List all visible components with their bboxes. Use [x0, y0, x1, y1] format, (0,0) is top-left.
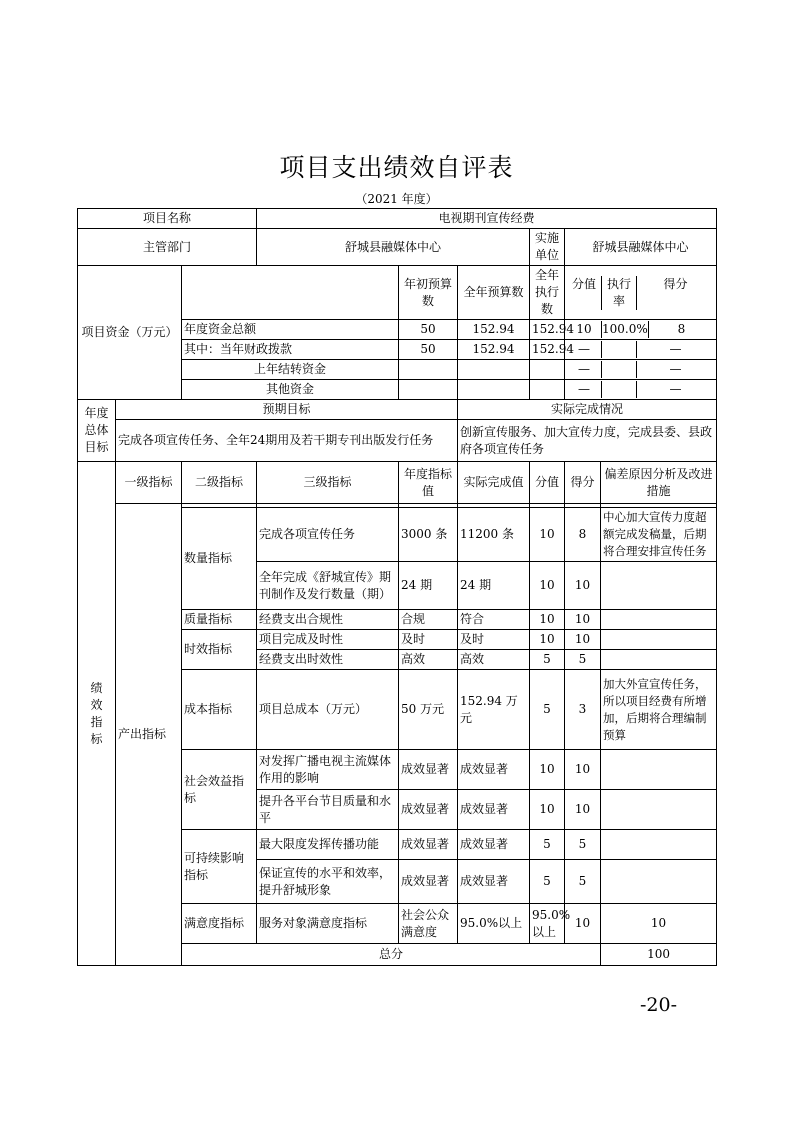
- indicator-name: 经费支出合规性: [257, 610, 399, 630]
- indicator-reason: 中心加大宣传力度超额完成发稿量，后期将合理安排宣传任务: [601, 508, 717, 562]
- total-label: 总分: [182, 944, 601, 966]
- perf-header: 实际完成值: [458, 462, 530, 504]
- perf-header: 二级指标: [182, 462, 257, 504]
- perf-header: 分值: [530, 462, 565, 504]
- indicator-target: 95.0%以上: [458, 904, 530, 944]
- perf-header-row: [78, 462, 717, 504]
- project-name-value: 电视期刊宣传经费: [257, 209, 717, 229]
- goals-header-row: [78, 400, 717, 420]
- indicator-name: 完成各项宣传任务: [257, 508, 399, 562]
- indicator-actual: 符合: [458, 610, 530, 630]
- indicator-weight: 5: [530, 860, 565, 904]
- indicator-actual: 成效显著: [458, 860, 530, 904]
- department-label: 主管部门: [78, 229, 257, 266]
- indicator-name: 项目完成及时性: [257, 630, 399, 650]
- indicator-actual: 成效显著: [458, 830, 530, 860]
- funds-cell: —: [567, 341, 602, 358]
- funds-cell: [458, 360, 530, 380]
- funds-cell: [530, 380, 565, 400]
- level2-quantity: 数量指标: [182, 508, 257, 610]
- level2-cost: 成本指标: [182, 670, 257, 750]
- indicator-score: 10: [565, 630, 601, 650]
- funds-cell: [602, 381, 637, 398]
- perf-header: 年度指标值: [399, 462, 458, 504]
- impl-unit-value: 舒城县融媒体中心: [565, 229, 717, 266]
- indicator-actual: 24 期: [458, 562, 530, 610]
- funds-cell: 50: [399, 320, 458, 340]
- indicator-target: 24 期: [399, 562, 458, 610]
- funds-cell: 10: [567, 321, 602, 338]
- level1-output: 产出指标: [116, 504, 182, 966]
- indicator-score: 5: [565, 650, 601, 670]
- funds-header-0: 年初预算数: [399, 266, 458, 320]
- funds-header-3: 分值: [567, 276, 602, 310]
- level2-social: 社会效益指标: [182, 750, 257, 830]
- indicator-reason: [601, 562, 717, 610]
- funds-row-name: 年度资金总额: [182, 320, 399, 340]
- total-weight: 100: [601, 944, 717, 966]
- funds-cell-tail: [565, 320, 717, 340]
- expected-goal-text: 完成各项宣传任务、全年24期用及若干期专刊出版发行任务: [116, 420, 458, 462]
- indicator-score: 10: [565, 790, 601, 830]
- project-name-label: 项目名称: [78, 209, 257, 229]
- funds-cell: 100.0%: [602, 322, 648, 336]
- funds-header-1: 全年预算数: [458, 266, 530, 320]
- page-title: 项目支出绩效自评表: [279, 153, 514, 182]
- funds-cell: [399, 380, 458, 400]
- department-row: [78, 229, 717, 266]
- department-value: 舒城县融媒体中心: [257, 229, 530, 266]
- indicator-target: 成效显著: [399, 860, 458, 904]
- indicator-weight: 10: [565, 904, 601, 944]
- indicator-name: 对发挥广播电视主流媒体作用的影响: [257, 750, 399, 790]
- funds-row-name: 其中：当年财政拨款: [182, 340, 399, 360]
- indicator-target: 50 万元: [399, 670, 458, 750]
- indicator-reason: [601, 610, 717, 630]
- funds-cell: [458, 380, 530, 400]
- funds-cell: 8: [677, 322, 686, 336]
- indicator-name: 项目总成本（万元）: [257, 670, 399, 750]
- goals-content-row: [78, 420, 717, 462]
- indicator-reason: [601, 630, 717, 650]
- indicator-reason: [601, 790, 717, 830]
- funds-header-blank: [182, 266, 399, 320]
- indicator-score: 10: [565, 750, 601, 790]
- perf-header: 三级指标: [257, 462, 399, 504]
- indicator-name: 经费支出时效性: [257, 650, 399, 670]
- indicator-name: 最大限度发挥传播功能: [257, 830, 399, 860]
- level2-satisfaction: 服务对象满意度指标: [257, 904, 399, 944]
- indicator-reason: 加大外宣宣传任务，所以项目经费有所增加，后期将合理编制预算: [601, 670, 717, 750]
- funds-header-2: 全年执行数: [530, 266, 565, 320]
- funds-label: 项目资金（万元）: [78, 266, 182, 400]
- indicator-weight: 10: [530, 790, 565, 830]
- indicator-name: 保证宣传的水平和效率，提升舒城形象: [257, 860, 399, 904]
- indicator-score: 10: [601, 904, 717, 944]
- funds-cell: [530, 360, 565, 380]
- funds-cell: —: [567, 361, 602, 378]
- funds-cell: [399, 360, 458, 380]
- funds-cell: 152.94: [530, 340, 565, 360]
- indicator-weight: 10: [530, 562, 565, 610]
- funds-cell: 152.94: [530, 320, 565, 340]
- funds-header-4: 执行率: [602, 276, 637, 310]
- indicator-weight: 10: [530, 610, 565, 630]
- funds-row-name: 上年结转资金: [182, 360, 399, 380]
- indicator-reason: [601, 860, 717, 904]
- indicator-score: 8: [565, 508, 601, 562]
- year-subtitle: （2021 年度）: [355, 192, 438, 206]
- indicator-weight: 5: [530, 830, 565, 860]
- indicator-actual: 成效显著: [458, 790, 530, 830]
- funds-cell-tail: [565, 360, 717, 380]
- indicator-target: 3000 条: [399, 508, 458, 562]
- indicator-actual: 95.0%以上: [530, 904, 565, 944]
- funds-cell: —: [669, 382, 682, 396]
- perf-label-text: 绩效指标: [90, 680, 103, 746]
- impl-unit-label: 实施单位: [530, 229, 565, 266]
- level2-timeliness: 时效指标: [182, 630, 257, 670]
- actual-result-label: 实际完成情况: [458, 400, 717, 420]
- page-number: -20-: [640, 994, 678, 1016]
- funds-cell: 152.94: [458, 320, 530, 340]
- actual-result-text: 创新宣传服务、加大宣传力度，完成县委、县政府各项宣传任务: [458, 420, 717, 462]
- funds-cell: —: [669, 362, 682, 376]
- indicator-actual: 152.94 万元: [458, 670, 530, 750]
- project-name-row: [78, 209, 717, 229]
- indicator-name: 社会公众满意度: [399, 904, 458, 944]
- goals-label: 年度总体目标: [78, 400, 116, 462]
- funds-cell: 50: [399, 340, 458, 360]
- level2-sustain: 可持续影响指标: [182, 830, 257, 904]
- indicator-target: 成效显著: [399, 830, 458, 860]
- indicator-reason: [601, 750, 717, 790]
- funds-cell: [602, 341, 637, 358]
- indicator-weight: 5: [530, 670, 565, 750]
- perf-header: 一级指标: [116, 462, 182, 504]
- perf-label: [78, 462, 116, 966]
- perf-header: 得分: [565, 462, 601, 504]
- indicator-name: 全年完成《舒城宣传》期刊制作及发行数量（期）: [257, 562, 399, 610]
- indicator-weight: 10: [530, 750, 565, 790]
- funds-row-name: 其他资金: [182, 380, 399, 400]
- indicator-weight: 10: [530, 630, 565, 650]
- indicator-score: 3: [565, 670, 601, 750]
- indicator-reason: [601, 830, 717, 860]
- funds-header-row: [78, 266, 717, 320]
- funds-cell: —: [669, 342, 682, 356]
- level1-satisfaction: 满意度指标: [182, 904, 257, 944]
- indicator-actual: 高效: [458, 650, 530, 670]
- indicator-actual: 及时: [458, 630, 530, 650]
- funds-cell: [602, 361, 637, 378]
- indicator-name: 提升各平台节目质量和水平: [257, 790, 399, 830]
- indicator-score: 5: [565, 860, 601, 904]
- funds-header-tail: [565, 266, 717, 320]
- indicator-actual: 11200 条: [458, 508, 530, 562]
- indicator-target: 合规: [399, 610, 458, 630]
- funds-cell-tail: [565, 340, 717, 360]
- indicator-score: 10: [565, 562, 601, 610]
- funds-header-5: 得分: [663, 276, 688, 291]
- perf-header: 偏差原因分析及改进措施: [601, 462, 717, 504]
- indicator-target: 高效: [399, 650, 458, 670]
- indicator-actual: 成效显著: [458, 750, 530, 790]
- performance-table: [77, 208, 717, 966]
- indicator-weight: 10: [530, 508, 565, 562]
- funds-cell: —: [567, 381, 602, 398]
- funds-cell-tail: [565, 380, 717, 400]
- indicator-reason: [601, 650, 717, 670]
- indicator-weight: 5: [530, 650, 565, 670]
- indicator-score: 10: [565, 610, 601, 630]
- expected-goal-label: 预期目标: [116, 400, 458, 420]
- indicator-target: 成效显著: [399, 750, 458, 790]
- indicator-target: 及时: [399, 630, 458, 650]
- funds-cell: 152.94: [458, 340, 530, 360]
- indicator-score: 5: [565, 830, 601, 860]
- level2-quality: 质量指标: [182, 610, 257, 630]
- indicator-target: 成效显著: [399, 790, 458, 830]
